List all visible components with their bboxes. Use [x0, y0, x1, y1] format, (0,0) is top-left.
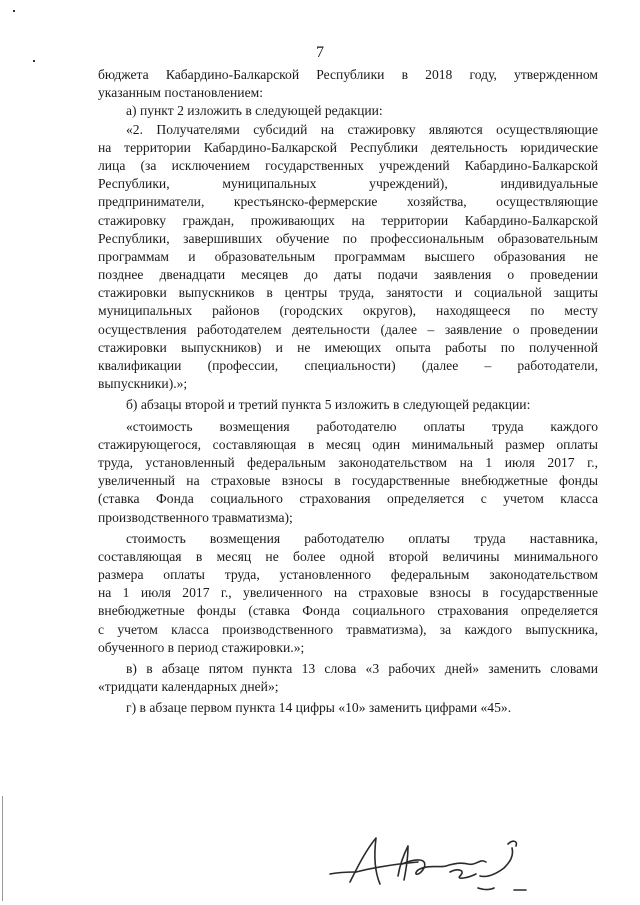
text-line: обученного в период стажировки.»;	[98, 639, 305, 655]
text-line: труда, установленный федеральным законодательством на 1 июля 2017 г.,	[98, 454, 598, 470]
text-line: стоимость возмещения работодателю оплаты труда наставника,	[126, 530, 598, 546]
text-line: с учетом класса производственного травматизма), за каждого выпускника,	[98, 621, 598, 637]
text-line: Республики, завершивших обучение по профессиональным образовательным	[98, 230, 598, 246]
text-line: «стоимость возмещения работодателю оплаты труда каждого	[126, 418, 598, 434]
text-line: размера оплаты труда, установленного федеральным законодательством	[98, 567, 598, 583]
text-line: Республики, муниципальных учреждений), индивидуальные	[98, 176, 598, 192]
text-line: стажирующегося, составляющая в месяц один минимальный размер оплаты	[98, 436, 598, 452]
text-line: составляющая в месяц не более одной второй величины минимального	[98, 548, 598, 564]
text-line: а) пункт 2 изложить в следующей редакции:	[126, 103, 383, 119]
text-line: (ставка Фонда социального страхования определяется с учетом класса	[98, 491, 598, 507]
text-line: на территории Кабардино-Балкарской Республики деятельность юридические	[98, 139, 598, 155]
scan-edge	[2, 796, 3, 901]
text-line: увеличенный на страховые взносы в государственные внебюджетные фонды	[98, 473, 598, 489]
text-line: на 1 июля 2017 г., увеличенного на страховые взносы в государственные	[98, 585, 598, 601]
text-line: выпускники).»;	[98, 376, 188, 392]
text-line: предприниматели, крестьянско-фермерские хозяйства, осуществляющие	[98, 194, 598, 210]
text-line: «2. Получателями субсидий на стажировку являются осуществляющие	[126, 121, 598, 137]
scan-mark	[13, 10, 15, 12]
page-number: 7	[316, 44, 324, 61]
text-line: внебюджетные фонды (ставка Фонда социального страхования определяется	[98, 603, 598, 619]
text-line: в) в абзаце пятом пункта 13 слова «3 рабочих дней» заменить словами	[126, 661, 598, 676]
text-line: лица (за исключением государственных учреждений Кабардино-Балкарской	[98, 157, 598, 173]
text-line: осуществления работодателем деятельности (далее – заявление о проведении	[98, 321, 598, 337]
text-line: квалификации (профессии, специальности) (далее – работодатели,	[98, 358, 598, 373]
text-line: позднее двенадцати месяцев до даты подачи заявления о проведении	[98, 267, 598, 283]
text-line: указанным постановлением:	[98, 85, 263, 101]
text-line: муниципальных районов (городских округов), находящееся по месту	[98, 303, 598, 319]
document-body	[98, 66, 598, 718]
text-line: стажировки выпускников) и не имеющих опыта работы по полученной	[98, 339, 598, 355]
text-line: стажировки выпускников в центры труда, занятости и социальной защиты	[98, 285, 598, 301]
signature-image	[300, 828, 540, 904]
text-line: б) абзацы второй и третий пункта 5 изложить в следующей редакции:	[126, 397, 531, 413]
text-line: г) в абзаце первом пункта 14 цифры «10» заменить цифрами «45».	[126, 700, 512, 716]
text-line: бюджета Кабардино-Балкарской Республики в 2018 году, утвержденном	[98, 67, 598, 82]
text-line: стажировку граждан, проживающих на территории Кабардино-Балкарской	[98, 212, 598, 228]
text-line: «тридцати календарных дней»;	[98, 679, 279, 695]
text-line: производственного травматизма);	[98, 509, 293, 525]
text-line: программам и образовательным программам высшего образования не	[98, 248, 598, 264]
